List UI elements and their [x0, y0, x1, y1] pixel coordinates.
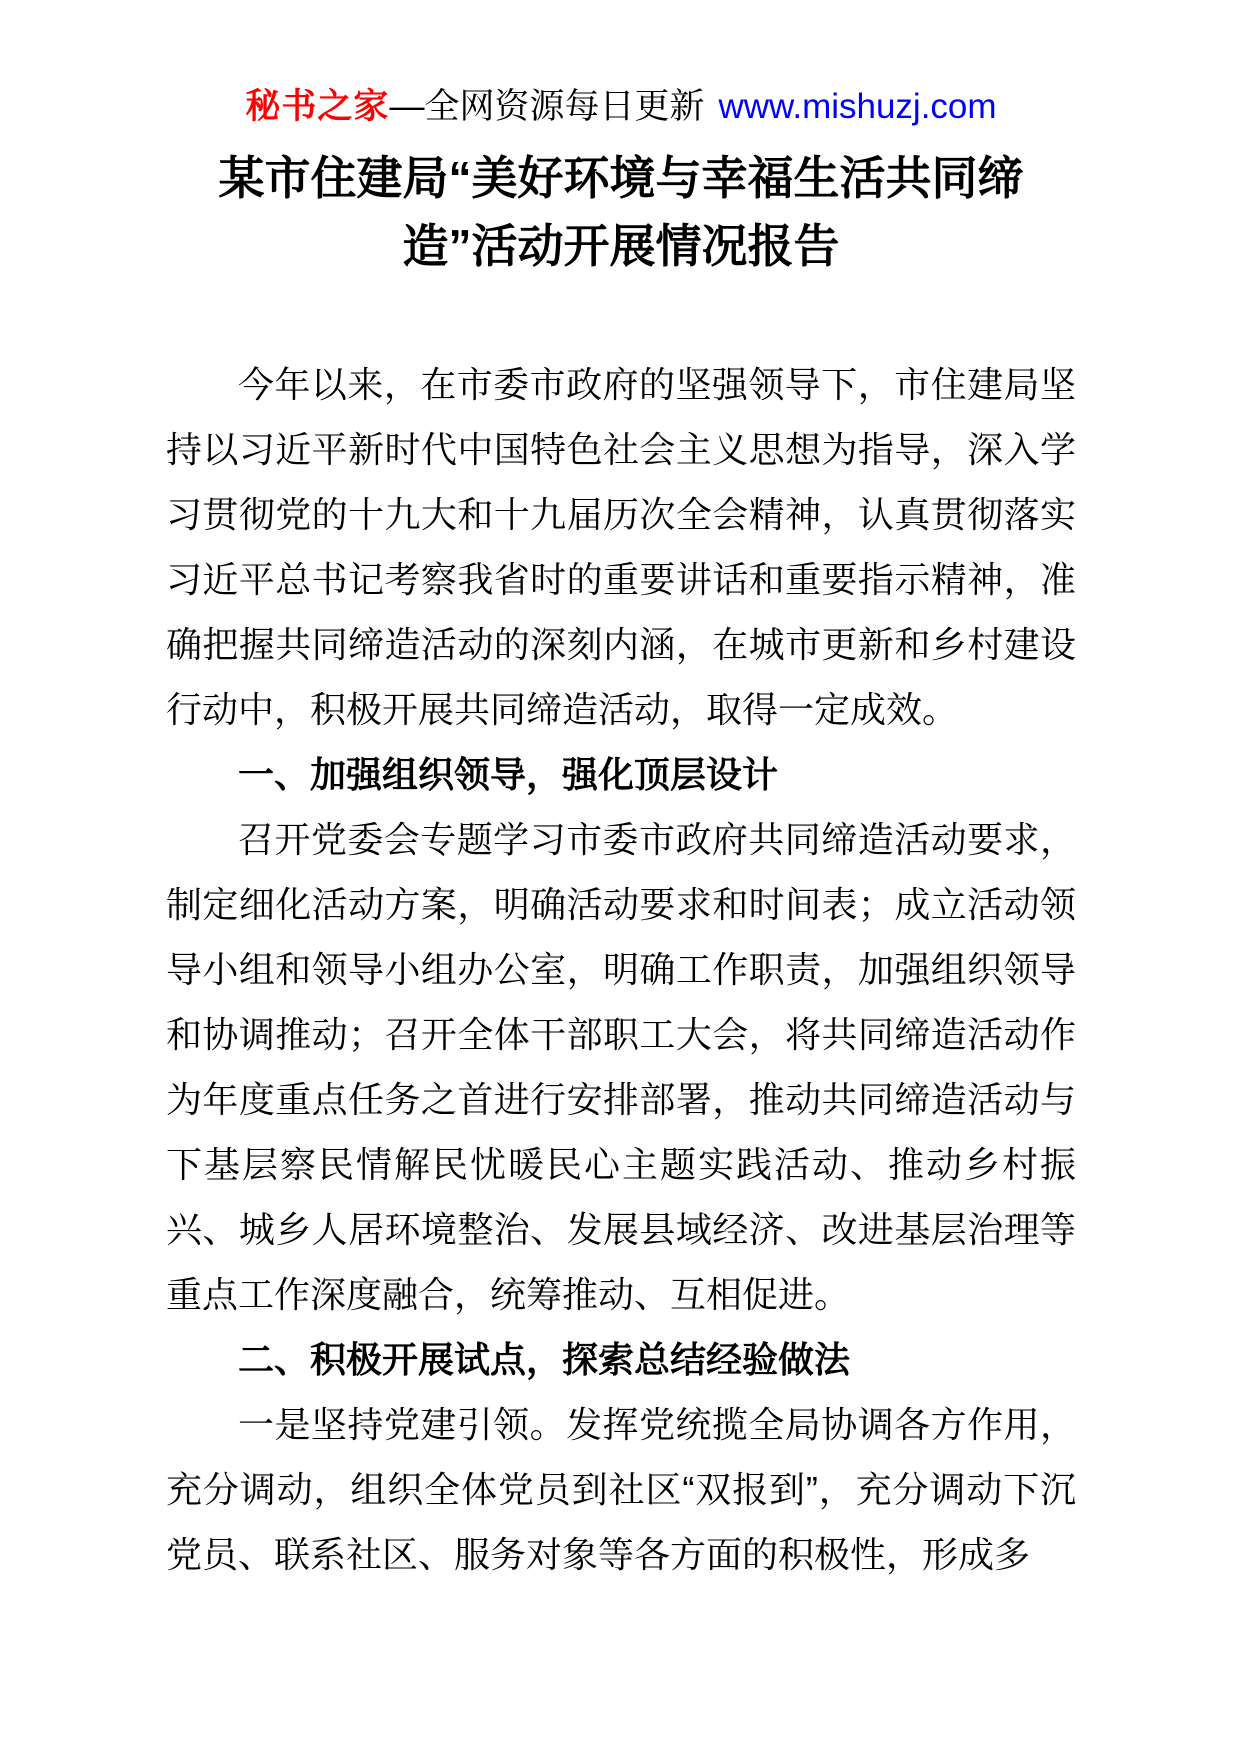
section-heading: 一、加强组织领导，强化顶层设计 — [238, 754, 779, 795]
body-paragraph: 今年以来，在市委市政府的坚强领导下，市住建局坚持以习近平新时代中国特色社会主义思想为指导，深入学习贯彻党的十九大和十九届历次全会精神，认真贯彻落实习近平总书记考察我省时的重要讲话和重要指示精神，准确把握共同缔造活动的深刻内涵，在城市更新和乡村建设行动中，积极开展共同缔造活动，取得一定成效。 — [166, 364, 1076, 730]
site-brand: 秘书之家 — [245, 87, 390, 126]
document-title: 某市住建局“美好环境与幸福生活共同缔造”活动开展情况报告 — [218, 152, 1024, 272]
document-body — [166, 352, 1076, 1587]
site-url-link[interactable]: www.mishuzj.com — [718, 87, 997, 126]
body-paragraph: 一是坚持党建引领。发挥党统揽全局协调各方作用，充分调动，组织全体党员到社区“双报到”，充分调动下沉党员、联系社区、服务对象等各方面的积极性，形成多 — [166, 1404, 1076, 1575]
body-paragraph: 召开党委会专题学习市委市政府共同缔造活动要求，制定细化活动方案，明确活动要求和时间表；成立活动领导小组和领导小组办公室，明确工作职责，加强组织领导和协调推动；召开全体干部职工大会，将共同缔造活动作为年度重点任务之首进行安排部署，推动共同缔造活动与下基层察民情解民忧暖民心主题实践活动、推动乡村振兴、城乡人居环境整治、发展县域经济、改进基层治理等重点工作深度融合，统筹推动、互相促进。 — [166, 819, 1076, 1315]
section-heading: 二、积极开展试点，探索总结经验做法 — [238, 1339, 851, 1380]
site-header — [166, 86, 1076, 128]
header-tagline: —全网资源每日更新 — [389, 87, 705, 126]
